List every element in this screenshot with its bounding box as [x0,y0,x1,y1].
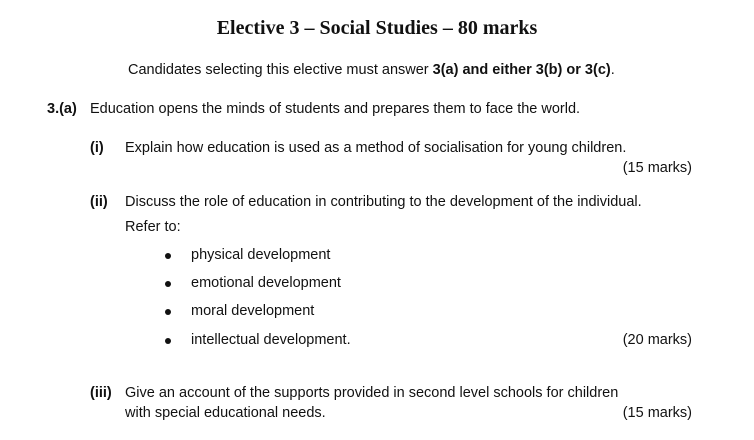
bullet-text: physical development [191,247,331,263]
bullet-icon [165,338,171,344]
instruction-required-parts: 3(a) and either 3(b) or 3(c) [432,62,611,78]
instruction-text [128,62,615,78]
part-ii-text-line-2: Refer to: [125,219,181,235]
part-i-text: Explain how education is used as a method of socialisation for young children. [125,140,627,156]
part-iii-marks: (15 marks) [622,405,692,421]
part-i-marks: (15 marks) [622,160,692,176]
instruction-suffix: . [610,62,615,78]
instruction-prefix: Candidates selecting this elective must answer [128,62,433,78]
bullet-text: emotional development [191,275,341,291]
part-ii-marks: (20 marks) [622,332,692,348]
part-label-i: (i) [90,140,104,156]
bullet-icon [165,309,171,315]
bullet-icon [165,253,171,259]
question-number: 3.(a) [47,101,77,117]
bullet-text: intellectual development. [191,332,351,348]
part-label-ii: (ii) [90,194,108,210]
part-iii-text-line-1: Give an account of the supports provided in second level schools for children [125,385,619,401]
page-title: Elective 3 – Social Studies – 80 marks [216,17,538,39]
bullet-icon [165,281,171,287]
question-stem: Education opens the minds of students and prepares them to face the world. [90,101,581,117]
part-label-iii: (iii) [90,385,112,401]
part-ii-text-line-1: Discuss the role of education in contributing to the development of the individual. [125,194,642,210]
part-iii-text-line-2: with special educational needs. [125,405,326,421]
bullet-text: moral development [191,303,315,319]
